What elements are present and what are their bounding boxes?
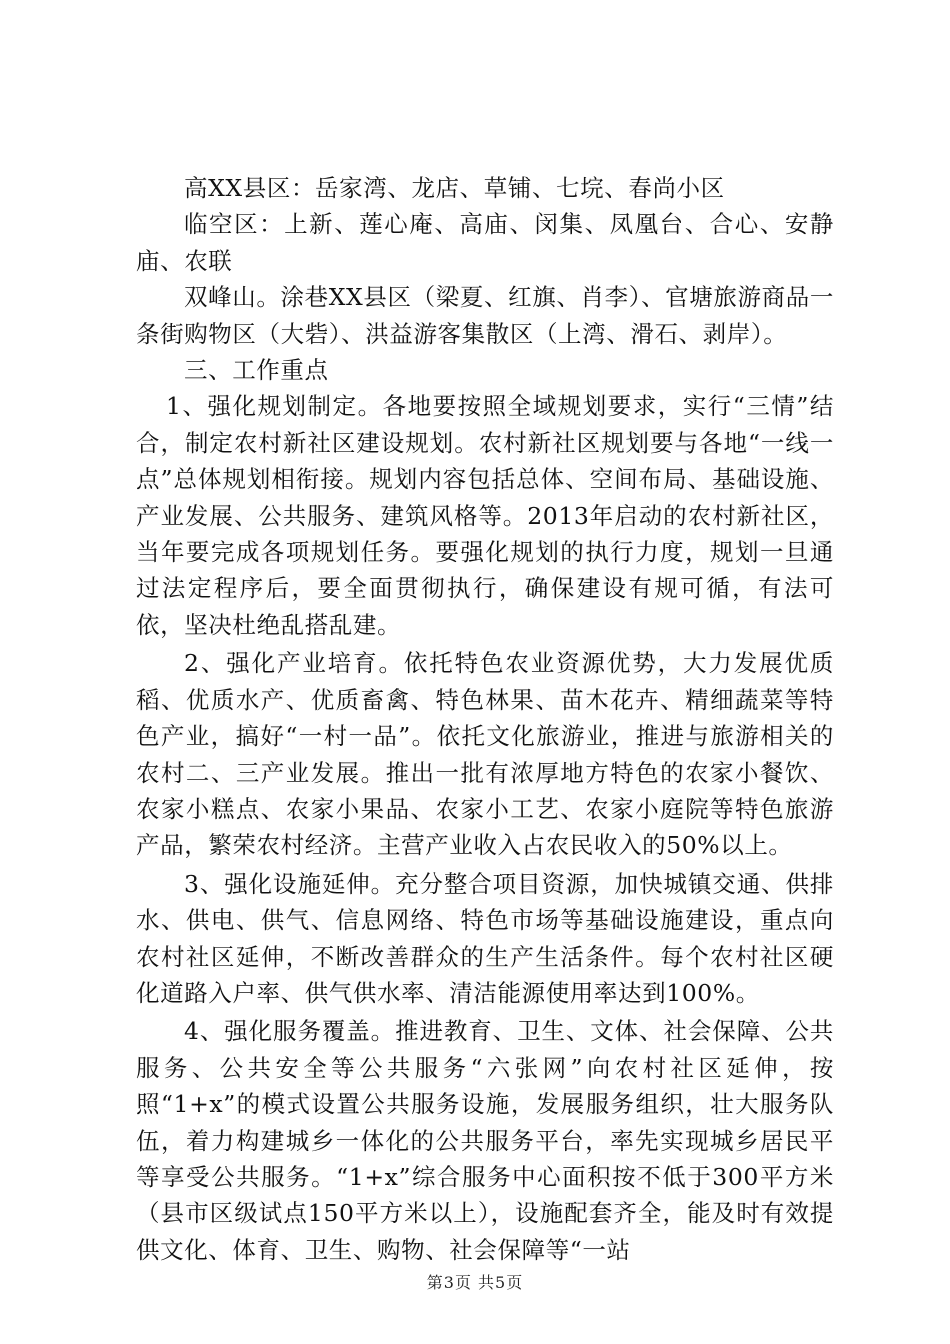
section-heading-work-focus: 三、工作重点	[184, 356, 329, 385]
paragraph-shuangfengshan: 双峰山。涂巷XX县区（梁夏、红旗、肖李）、官塘旅游商品一条街购物区（大砦）、洪益游客集散区（上湾、滑石、剥岸）。	[136, 283, 834, 348]
paragraph-item-3-facilities: 3、强化设施延伸。充分整合项目资源，加快城镇交通、供排水、供电、供气、信息网络、特色市场等基础设施建设，重点向农村社区延伸，不断改善群众的生产生活条件。每个农村社区硬化道路入户率、供气供水率、清洁能源使用率达到100%。	[136, 869, 834, 1007]
paragraph-district-gao: 高XX县区：岳家湾、龙店、草铺、七垸、春尚小区	[184, 174, 725, 202]
paragraph-item-4-services: 4、强化服务覆盖。推进教育、卫生、文体、社会保障、公共服务、公共安全等公共服务“六张网”向农村社区延伸，按照“1+x”的模式设置公共服务设施，发展服务组织，壮大服务队伍，着力构建城乡一体化的公共服务平台，率先实现城乡居民平等享受公共服务。“1+x”综合服务中心面积按不低于300平方米（县市区级试点150平方米以上），设施配套齐全，能及时有效提供文化、体育、卫生、购物、社会保障等“一站	[136, 1017, 834, 1264]
paragraph-item-2-industry: 2、强化产业培育。依托特色农业资源优势，大力发展优质稻、优质水产、优质畜禽、特色林果、苗木花卉、精细蔬菜等特色产业，搞好“一村一品”。依托文化旅游业，推进与旅游相关的农村二、三产业发展。推出一批有浓厚地方特色的农家小餐饮、农家小糕点、农家小果品、农家小工艺、农家小庭院等特色旅游产品，繁荣农村经济。主营产业收入占农民收入的50%以上。	[136, 649, 834, 860]
paragraph-district-linkong: 临空区：上新、莲心庵、高庙、闵集、凤凰台、合心、安静庙、农联	[136, 210, 834, 275]
page-number-footer: 第3页 共5页	[426, 1273, 524, 1292]
paragraph-item-1-planning: 1、强化规划制定。各地要按照全域规划要求，实行“三情”结合，制定农村新社区建设规划。农村新社区规划要与各地“一线一点”总体规划相衔接。规划内容包括总体、空间布局、基础设施、产业发展、公共服务、建筑风格等。2013年启动的农村新社区，当年要完成各项规划任务。要强化规划的执行力度，规划一旦通过法定程序后，要全面贯彻执行，确保建设有规可循，有法可依，坚决杜绝乱搭乱建。	[136, 392, 834, 639]
document-body	[136, 170, 834, 1268]
